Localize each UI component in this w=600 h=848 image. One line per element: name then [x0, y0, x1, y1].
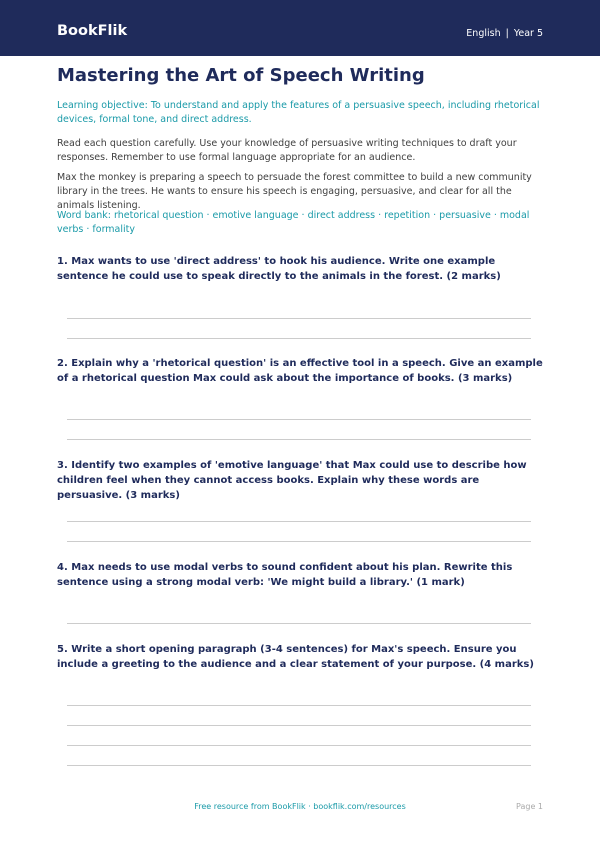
learning-objective: Learning objective: To understand and apply the features of a persuasive speech, including rhetorical devices, formal tone, and direct address.	[57, 100, 540, 125]
answer-line[interactable]	[67, 439, 531, 440]
instructions-text: Read each question carefully. Use your knowledge of persuasive writing techniques to draft your responses. Remember to use formal language appropriate for an audience.	[57, 138, 517, 163]
page-number: Page 1	[516, 802, 543, 811]
answer-line[interactable]	[67, 541, 531, 542]
subject-label: English	[466, 28, 501, 39]
answer-line[interactable]	[67, 318, 531, 319]
answer-line[interactable]	[67, 765, 531, 766]
context-text: Max the monkey is preparing a speech to persuade the forest committee to build a new community library in the trees. He wants to ensure his speech is engaging, persuasive, and clear for all the animals listening.	[57, 172, 532, 211]
header-bar	[0, 0, 600, 56]
question-3: 3. Identify two examples of 'emotive language' that Max could use to describe how children feel when they cannot access books. Explain why these words are persuasive. (3 marks)	[57, 460, 527, 501]
answer-line[interactable]	[67, 521, 531, 522]
answer-line[interactable]	[67, 419, 531, 420]
header-separator: |	[505, 28, 509, 39]
year-label: Year 5	[513, 28, 543, 39]
question-1: 1. Max wants to use 'direct address' to hook his audience. Write one example sentence he could use to speak directly to the animals in the forest. (2 marks)	[57, 256, 501, 282]
subject-year-label	[466, 28, 543, 39]
answer-line[interactable]	[67, 745, 531, 746]
answer-line[interactable]	[67, 705, 531, 706]
word-bank: Word bank: rhetorical question · emotive language · direct address · repetition · persuasive · modal verbs · formality	[57, 210, 530, 235]
answer-line[interactable]	[67, 623, 531, 624]
footer-text: Free resource from BookFlik · bookflik.com/resources	[194, 802, 406, 811]
brand-logo: BookFlik	[57, 23, 128, 39]
question-4: 4. Max needs to use modal verbs to sound confident about his plan. Rewrite this sentence using a strong modal verb: 'We might build a library.' (1 mark)	[57, 562, 513, 588]
answer-line[interactable]	[67, 725, 531, 726]
question-5: 5. Write a short opening paragraph (3-4 sentences) for Max's speech. Ensure you include a greeting to the audience and a clear statement of your purpose. (4 marks)	[57, 644, 534, 670]
answer-line[interactable]	[67, 338, 531, 339]
question-2: 2. Explain why a 'rhetorical question' is an effective tool in a speech. Give an example of a rhetorical question Max could ask about the importance of books. (3 marks)	[57, 358, 543, 384]
page-title: Mastering the Art of Speech Writing	[57, 65, 425, 86]
